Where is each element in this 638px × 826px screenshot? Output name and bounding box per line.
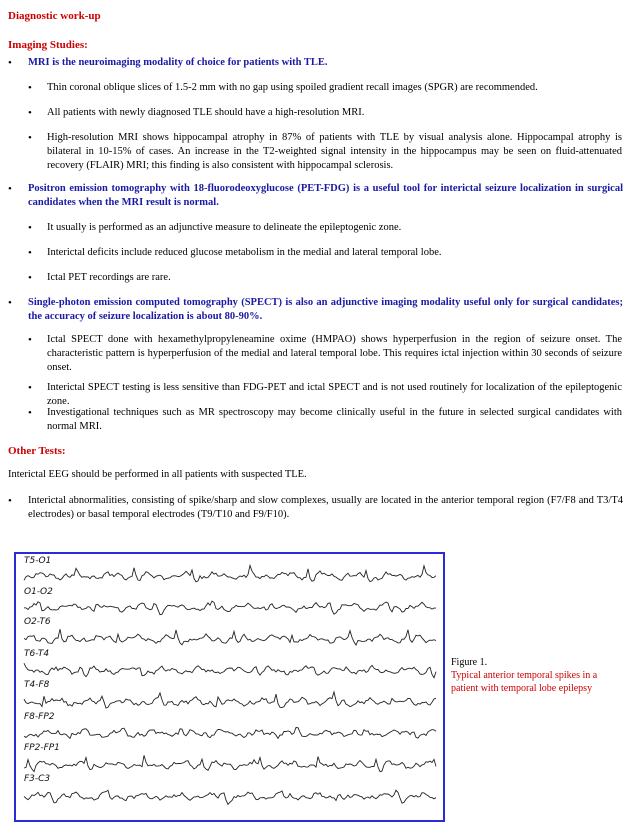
bullet-icon: • bbox=[28, 334, 32, 346]
channel-label: T6-T4 bbox=[24, 649, 50, 659]
channel-label: O1-O2 bbox=[24, 587, 53, 597]
bullet-icon: • bbox=[28, 407, 32, 419]
spect-item-3: Investigational techniques such as MR spectroscopy may become clinically useful in the future in selected surgical candidates with normal MRI. bbox=[47, 407, 622, 432]
eeg-trace bbox=[24, 790, 436, 804]
mri-title: MRI is the neuroimaging modality of choice for patients with TLE. bbox=[28, 57, 328, 68]
bullet-icon: • bbox=[28, 247, 32, 259]
heading-other-tests: Other Tests: bbox=[8, 445, 66, 457]
spect-title: Single-photon emission computed tomography (SPECT) is also an adjunctive imaging modality useful only for surgical candidates; the accuracy of seizure localization is about 80-90%. bbox=[28, 297, 623, 322]
eeg-trace bbox=[24, 565, 436, 581]
bullet-icon: • bbox=[8, 183, 12, 195]
channel-label: FP2-FP1 bbox=[24, 743, 60, 753]
eeg-trace bbox=[24, 755, 436, 771]
bullet-icon: • bbox=[28, 82, 32, 94]
channel-label: O2-T6 bbox=[24, 617, 51, 627]
spect-item-2: Interictal SPECT testing is less sensitive than FDG-PET and ictal SPECT and is not used routinely for localization of the epileptogenic zone. bbox=[47, 382, 622, 407]
pet-item-1: It usually is performed as an adjunctive measure to delineate the epileptogenic zone. bbox=[47, 222, 402, 233]
channel-label: T4-F8 bbox=[24, 680, 50, 690]
bullet-icon: • bbox=[28, 222, 32, 234]
pet-item-3: Ictal PET recordings are rare. bbox=[47, 272, 171, 283]
eeg-item: Interictal abnormalities, consisting of spike/sharp and slow complexes, usually are located in the anterior temporal region (F7/F8 and T3/T4 electrodes) or basal temporal electrodes (T9/T10 and F9/F10). bbox=[28, 495, 623, 520]
figure-caption-text: Typical anterior temporal spikes in a patient with temporal lobe epilepsy bbox=[451, 670, 598, 694]
eeg-trace bbox=[24, 692, 436, 708]
channel-label: F3-C3 bbox=[24, 774, 51, 784]
channel-label: F8-FP2 bbox=[24, 712, 55, 722]
heading-imaging-studies: Imaging Studies: bbox=[8, 39, 88, 51]
bullet-icon: • bbox=[28, 132, 32, 144]
eeg-intro: Interictal EEG should be performed in all patients with suspected TLE. bbox=[8, 469, 307, 480]
bullet-icon: • bbox=[8, 495, 12, 507]
spect-item-1: Ictal SPECT done with hexamethylpropyleneamine oxime (HMPAO) shows hyperperfusion in the region of seizure onset. The characteristic pattern is hyperperfusion of the medial and lateral temporal lobe. This requires ictal injection within 30 seconds of seizure onset. bbox=[47, 334, 622, 373]
channel-label: T5-O1 bbox=[24, 556, 52, 566]
eeg-trace bbox=[24, 663, 436, 678]
eeg-trace bbox=[24, 601, 436, 615]
eeg-traces bbox=[16, 554, 443, 820]
bullet-icon: • bbox=[8, 297, 12, 309]
heading-diagnostic-workup: Diagnostic work-up bbox=[8, 10, 101, 22]
mri-item-3: High-resolution MRI shows hippocampal atrophy in 87% of patients with TLE by visual analysis alone. Hippocampal atrophy is bilateral in 10-15% of cases. An increase in the T2-weighted signal intensity in the hippocampus may be seen on fluid-attenuated recovery (FLAIR) MRI; this finding is also consistent with hippocampal sclerosis. bbox=[47, 132, 622, 171]
mri-item-2: All patients with newly diagnosed TLE should have a high-resolution MRI. bbox=[47, 107, 365, 118]
bullet-icon: • bbox=[28, 382, 32, 394]
bullet-icon: • bbox=[28, 107, 32, 119]
mri-item-1: Thin coronal oblique slices of 1.5-2 mm with no gap using spoiled gradient recall images (SPGR) are recommended. bbox=[47, 82, 538, 93]
eeg-trace bbox=[24, 629, 436, 645]
eeg-figure bbox=[14, 552, 445, 822]
pet-title: Positron emission tomography with 18-fluorodeoxyglucose (PET-FDG) is a useful tool for interictal seizure localization in surgical candidates when the MRI result is normal. bbox=[28, 183, 623, 208]
bullet-icon: • bbox=[8, 57, 12, 69]
bullet-icon: • bbox=[28, 272, 32, 284]
eeg-trace bbox=[24, 728, 436, 739]
pet-item-2: Interictal deficits include reduced glucose metabolism in the medial and lateral temporal lobe. bbox=[47, 247, 442, 258]
figure-caption-prefix: Figure 1. bbox=[451, 657, 488, 668]
